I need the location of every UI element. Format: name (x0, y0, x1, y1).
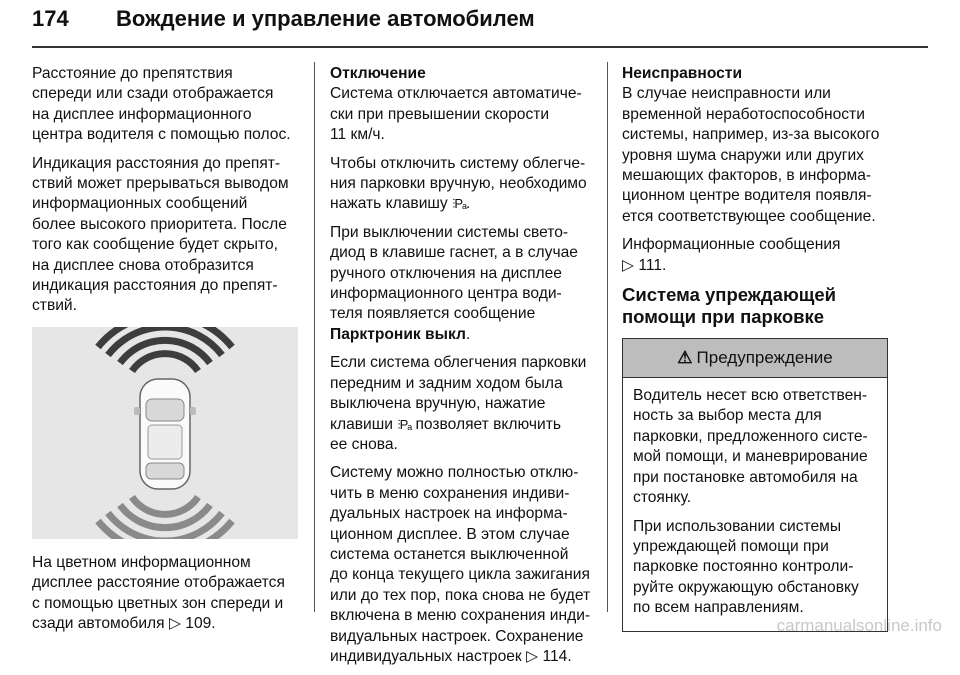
paragraph (330, 463, 598, 667)
column-2 (330, 64, 598, 675)
paragraph-text: Информационные сообщения (622, 236, 841, 254)
paragraph-text: Чтобы отключить систему облегче- ния парковки вручную, необходимо нажать клавишу (330, 154, 587, 213)
warning-header (623, 339, 887, 378)
warning-box (622, 338, 888, 631)
paragraph: При выключении системы свето- диод в клавише гаснет, а в случае ручного отключения на дисплее информационного центра води- теля появляется сообщение Парктроник выкл. (330, 223, 578, 343)
paragraph: Чтобы отключить систему облегче- ния парковки вручную, необходимо нажать клавишу ⫶Pₐ. (330, 154, 587, 213)
page-header-title: Вождение и управление автомобилем (116, 6, 535, 31)
parking-assist-key-icon: ⫶Pₐ (397, 416, 412, 432)
reference-arrow-icon: ▷ (622, 256, 634, 274)
paragraph (330, 353, 598, 455)
car-icon (134, 379, 196, 489)
parking-assist-key-icon: ⫶Pₐ (452, 196, 466, 212)
parking-sensor-figure (32, 327, 298, 539)
reference-arrow-icon: ▷ (526, 647, 539, 665)
warning-title: Предупреждение (696, 347, 833, 367)
paragraph: В случае неисправности или временной неработоспособности системы, например, из-за высокого уровня шума снаружи или других мешающих факторов, в информа- ционном центре водителя появля- ется соответствующее сообщение. (622, 85, 880, 225)
paragraph-text: При выключении системы свето- диод в клавише гаснет, а в случае ручного отключения на дисплее информационного центра води- теля появляется сообщение (330, 223, 578, 323)
page-reference[interactable]: 109. (185, 615, 216, 633)
column-3 (622, 64, 890, 632)
front-distance-zones (98, 327, 232, 371)
figure-caption (32, 553, 300, 635)
caption-text: На цветном информационном дисплее расстояние отображается с помощью цветных зон спереди и сзади автомобиля (32, 553, 285, 633)
paragraph: Расстояние до препятствия спереди или сзади отображается на дисплее информационного центра водителя с помощью полос. (32, 65, 291, 144)
car-top-view-illustration (32, 327, 298, 539)
column-1 (32, 64, 300, 643)
paragraph-text: Систему можно полностью отклю- чить в меню сохранения индиви- дуальных настроек на информа- ционном дисплее. В этом случае система останется выключенной до конца текущего цикла зажигания или до тех пор, пока снова не будет включена в меню сохранения инди- видуальных настроек. Сохранение индивидуальных настроек (330, 464, 591, 665)
page-reference[interactable]: 111. (638, 256, 667, 274)
rear-distance-zones (98, 497, 232, 539)
paragraph: Водитель несет всю ответствен- ность за выбор места для парковки, предложенного систе- мой помощи, и маневрирование при постановке автомобиля на стоянку. (633, 387, 868, 507)
paragraph: Индикация расстояния до препят- ствий может прерываться выводом информационных сообщений более высокого приоритета. После того как сообщение будет скрыто, на дисплее снова отобразится индикация расстояния до препят- ствий. (32, 154, 289, 315)
section-title: Система упреждающей помощи при парковке (622, 284, 837, 328)
paragraph (622, 235, 890, 276)
column-divider (314, 62, 315, 612)
section-heading-disable: Отключение (330, 65, 426, 82)
paragraph-text: Если система облегчения парковки передним и задним ходом была выключена вручную, нажатие клавиши (330, 354, 587, 433)
message-text: Парктроник выкл (330, 325, 466, 343)
paragraph: При использовании системы упреждающей помощи при парковке постоянно контроли- руйте окружающую обстановку по всем направлениям. (633, 517, 859, 617)
paragraph: Система отключается автоматиче- ски при превышении скорости 11 км/ч. (330, 85, 582, 144)
watermark: carmanualsonline.info (776, 616, 942, 635)
reference-arrow-icon: ▷ (168, 615, 181, 633)
section-heading-faults: Неисправности (622, 65, 743, 82)
column-divider (607, 62, 608, 612)
page-reference[interactable]: 114. (542, 647, 572, 665)
page-number: 174 (32, 6, 69, 31)
header-rule (32, 46, 928, 48)
warning-triangle-icon: ⚠ (677, 347, 693, 367)
paragraph-text: позволяет включить ее снова. (330, 415, 561, 453)
warning-body (623, 378, 887, 630)
